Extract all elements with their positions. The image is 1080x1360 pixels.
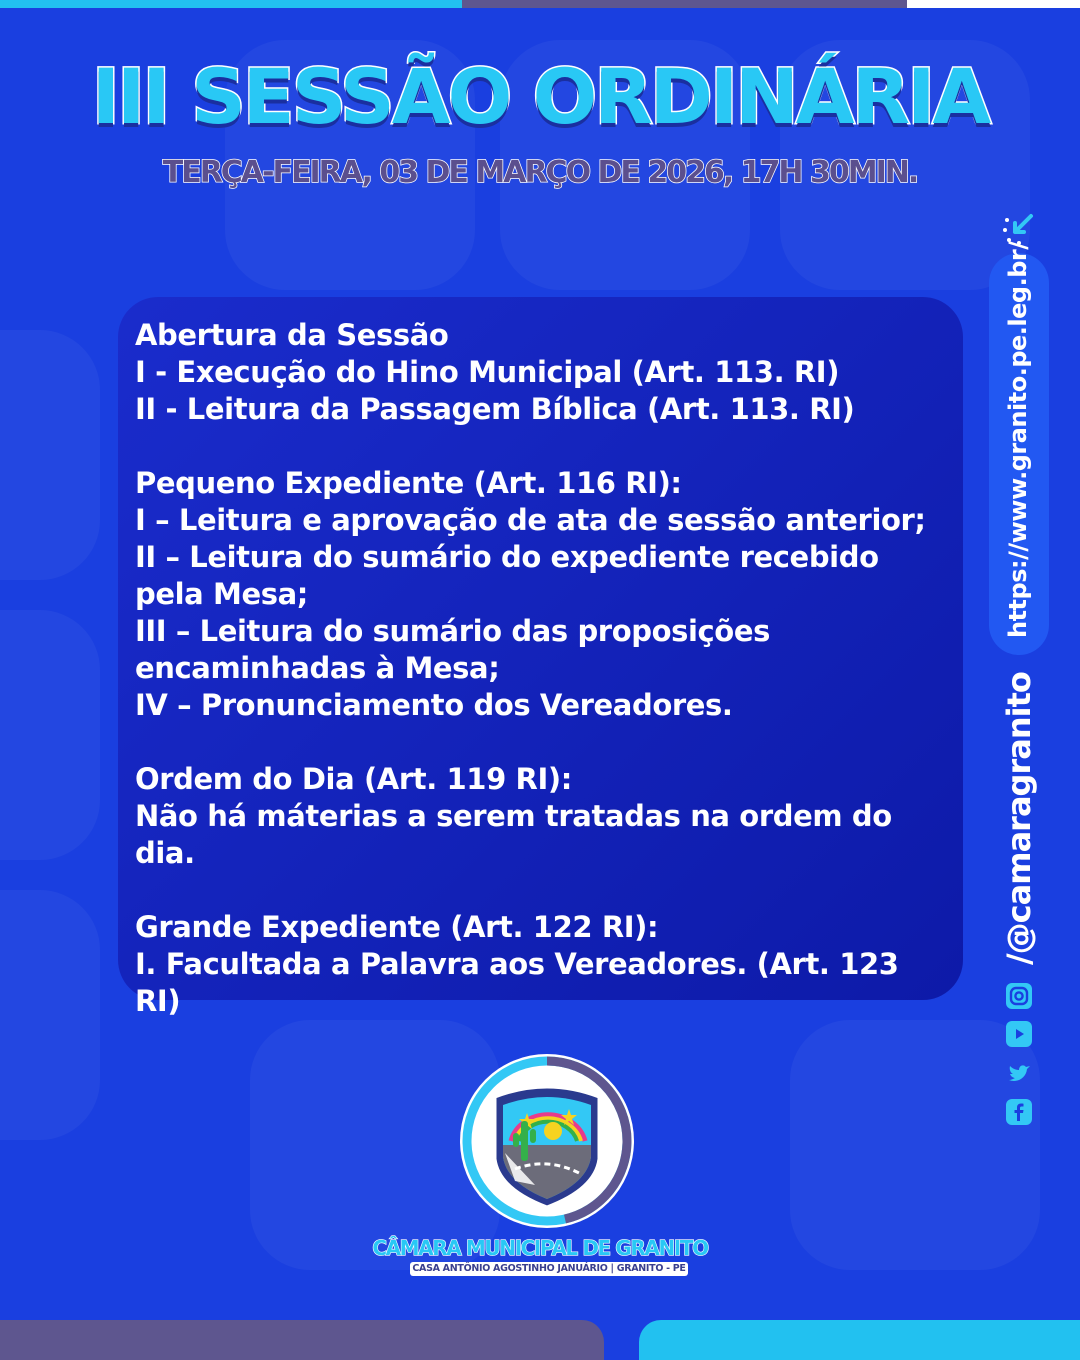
facebook-icon[interactable] xyxy=(1006,1099,1032,1125)
agenda-line: III – Leitura do sumário das proposições xyxy=(135,614,770,648)
top-accent-bar-white xyxy=(907,0,1080,8)
agenda-line: I - Execução do Hino Municipal (Art. 113. RI) xyxy=(135,355,840,389)
agenda-heading-ordem-do-dia: Ordem do Dia (Art. 119 RI): xyxy=(135,762,572,796)
agenda-line: II – Leitura do sumário do expediente recebido xyxy=(135,540,879,574)
spacer xyxy=(135,872,947,909)
agenda-heading-pequeno-expediente: Pequeno Expediente (Art. 116 RI): xyxy=(135,466,682,500)
spacer xyxy=(135,724,947,761)
bottom-accent-bar-cyan xyxy=(639,1320,1080,1360)
background-tile xyxy=(0,330,100,580)
twitter-icon[interactable] xyxy=(1006,1061,1032,1087)
agenda-line: encaminhadas à Mesa; xyxy=(135,651,500,685)
agenda-line: IV – Pronunciamento dos Vereadores. xyxy=(135,688,733,722)
agenda-heading-abertura: Abertura da Sessão xyxy=(135,318,449,352)
spacer xyxy=(135,428,947,465)
agenda-line: I – Leitura e aprovação de ata de sessão anterior; xyxy=(135,503,926,537)
bottom-accent-bar-purple xyxy=(0,1320,604,1360)
agenda-line: pela Mesa; xyxy=(135,577,308,611)
background-tile xyxy=(0,610,100,860)
background-tile xyxy=(790,1020,1040,1270)
page-title: III SESSÃO ORDINÁRIA xyxy=(91,52,989,141)
top-accent-bar-cyan xyxy=(0,0,462,8)
session-date: TERÇA-FEIRA, 03 DE MARÇO DE 2026, 17H 30MIN. xyxy=(162,155,918,190)
agenda-panel xyxy=(118,297,963,1018)
agenda-line: II - Leitura da Passagem Bíblica (Art. 113. RI) xyxy=(135,392,855,426)
agenda-line: dia. xyxy=(135,836,195,870)
instagram-icon[interactable] xyxy=(1006,983,1032,1009)
top-accent-bar-purple xyxy=(462,0,907,8)
website-url-link[interactable]: https://www.granito.pe.leg.br/ xyxy=(1004,241,1032,638)
background-tile xyxy=(0,890,100,1140)
organization-subtitle: CASA ANTÔNIO AGOSTINHO JANUÁRIO | GRANITO - PE xyxy=(410,1262,688,1276)
organization-name: CÂMARA MUNICIPAL DE GRANITO xyxy=(372,1236,708,1260)
camara-granito-logo xyxy=(455,1049,640,1234)
youtube-icon[interactable] xyxy=(1006,1021,1032,1047)
agenda-heading-grande-expediente: Grande Expediente (Art. 122 RI): xyxy=(135,910,659,944)
agenda-line: I. Facultada a Palavra aos Vereadores. (Art. 123 RI) xyxy=(135,947,899,1018)
agenda-line: Não há máterias a serem tratadas na ordem do xyxy=(135,799,892,833)
social-handle[interactable]: /@camaragranito xyxy=(1000,672,1038,965)
